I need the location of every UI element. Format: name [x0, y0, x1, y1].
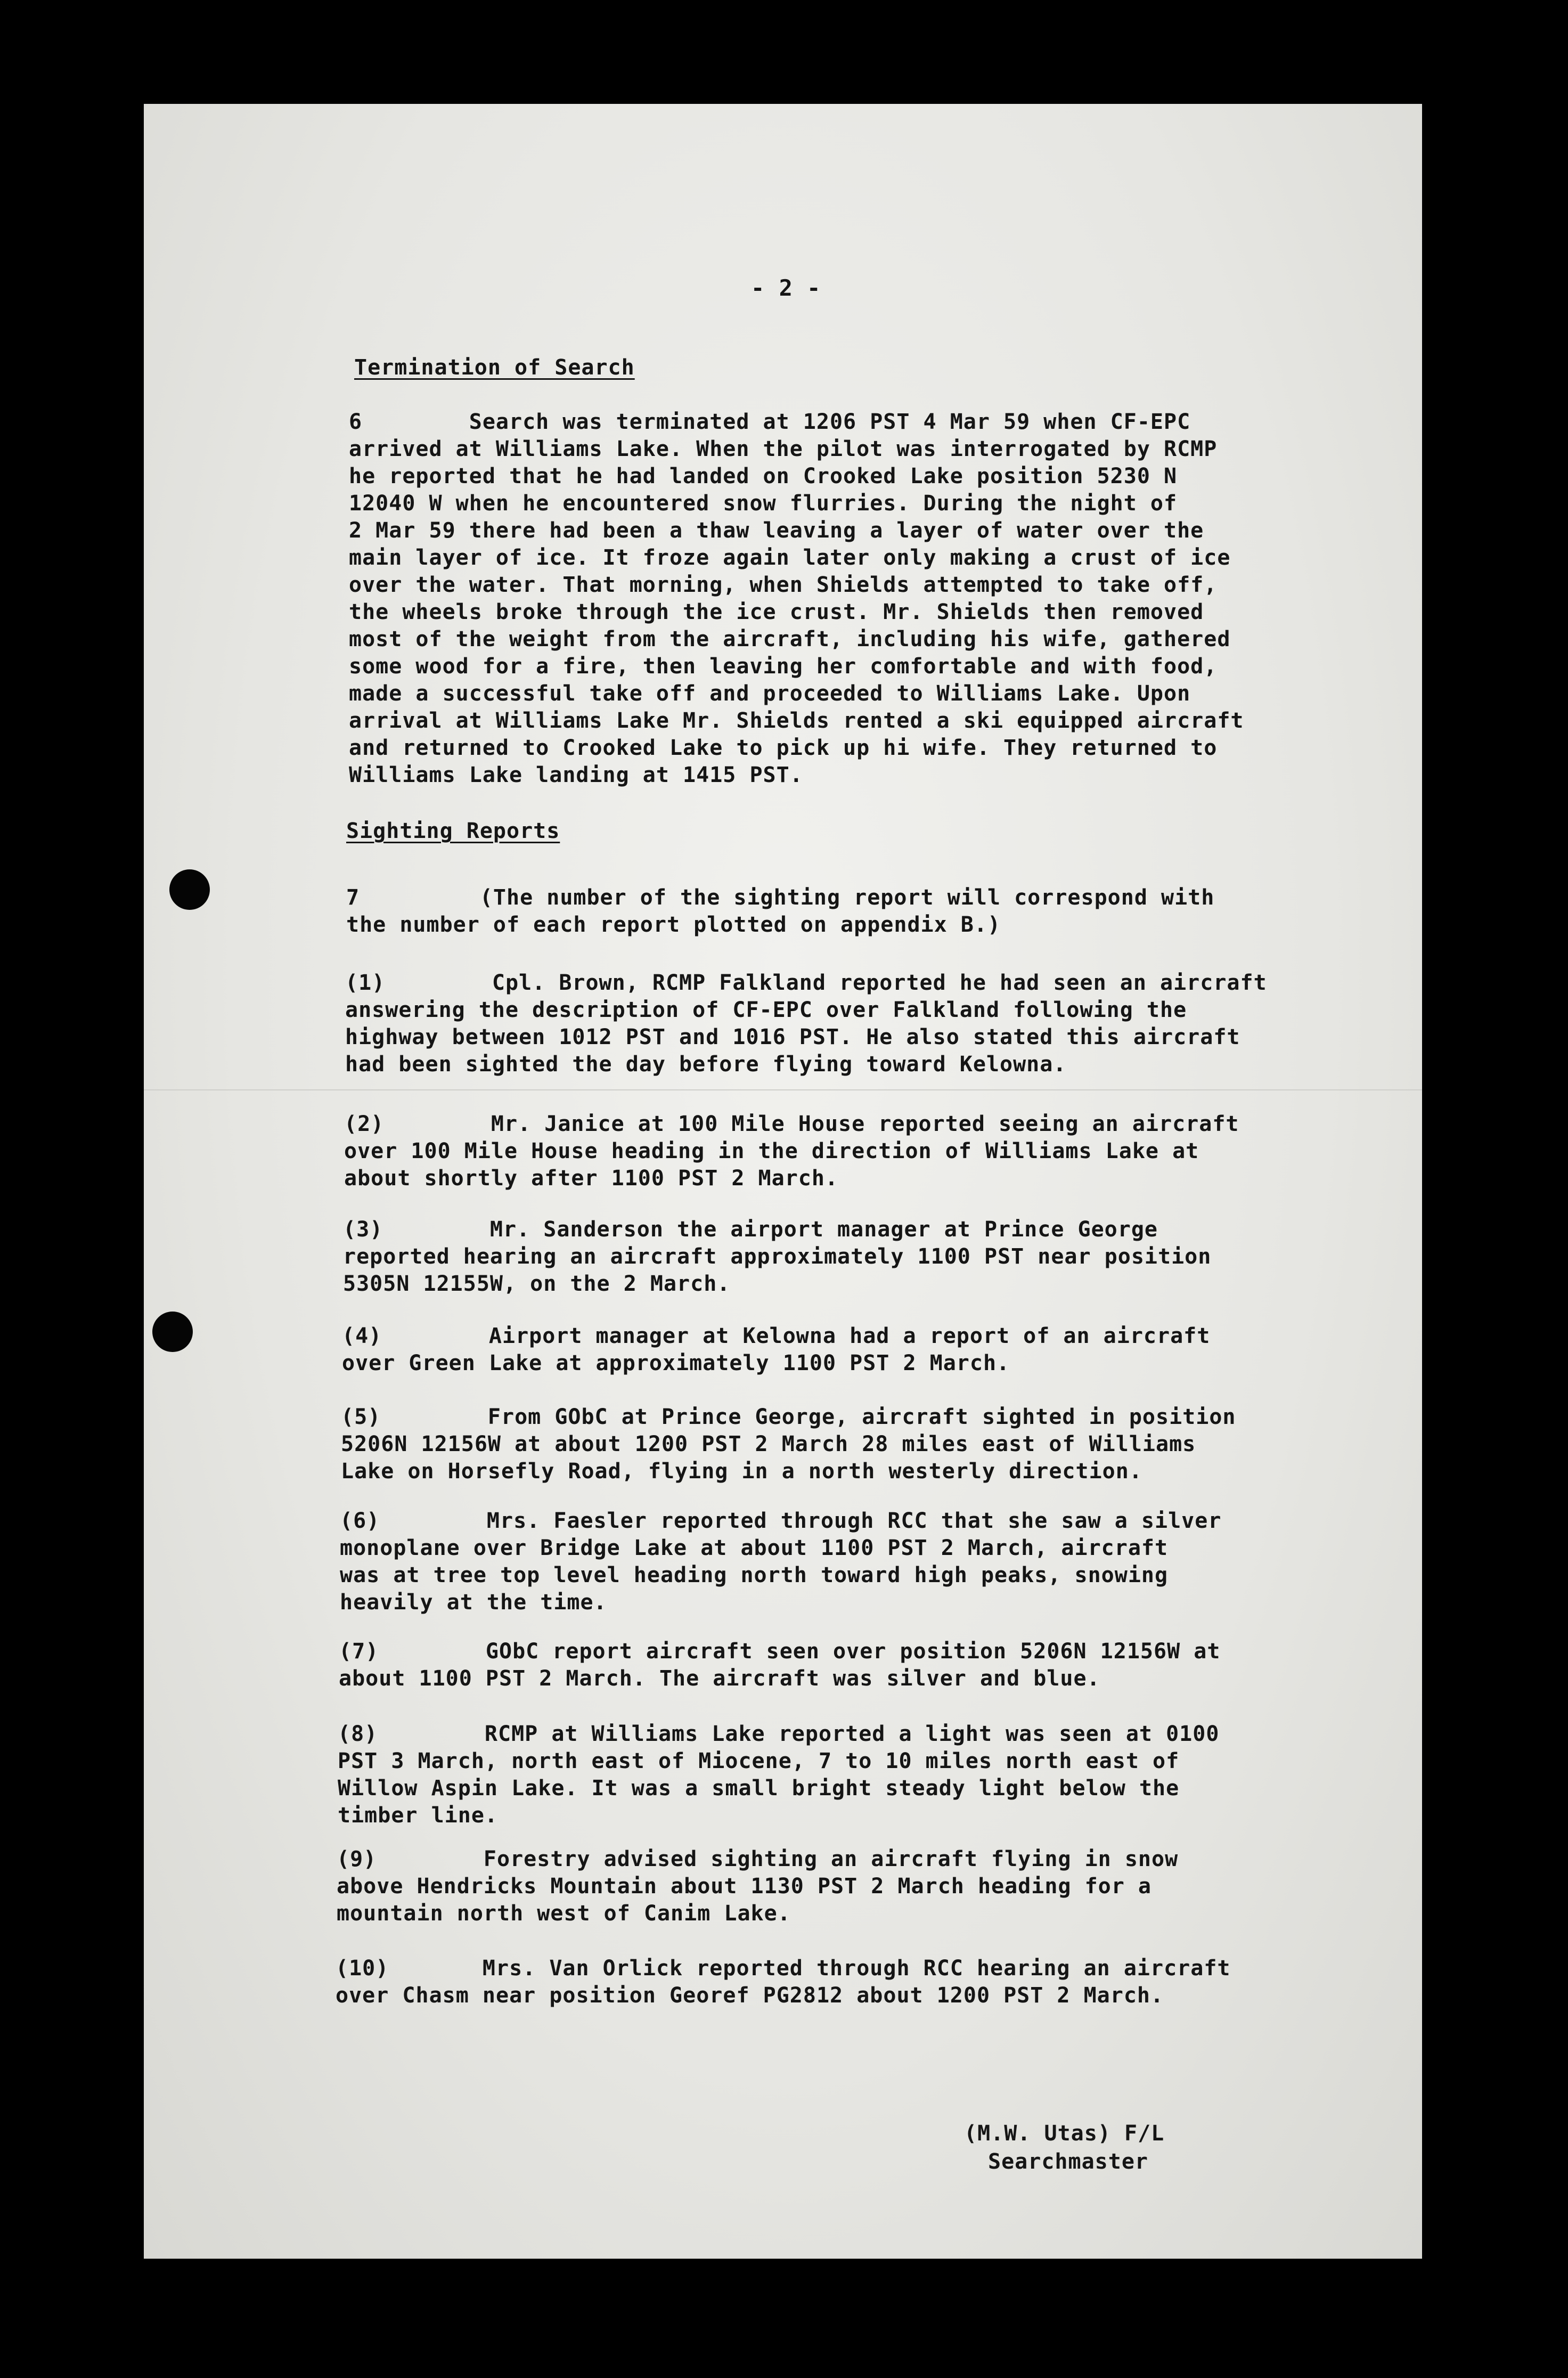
sighting-report-3	[343, 1216, 1211, 1298]
sighting-line: (6) Mrs. Faesler reported through RCC that she saw a silver	[340, 1509, 1222, 1533]
sighting-line: 5305N 12155W, on the 2 March.	[343, 1272, 731, 1296]
sighting-line: mountain north west of Canim Lake.	[337, 1901, 791, 1926]
sighting-line: Willow Aspin Lake. It was a small bright steady light below the	[338, 1776, 1180, 1801]
sighting-line: about 1100 PST 2 March. The aircraft was silver and blue.	[339, 1666, 1100, 1691]
sighting-line: monoplane over Bridge Lake at about 1100 PST 2 March, aircraft	[340, 1536, 1169, 1560]
termination-line: and returned to Crooked Lake to pick up hi wife. They returned to	[349, 736, 1218, 760]
sighting-line: highway between 1012 PST and 1016 PST. He also stated this aircraft	[345, 1025, 1240, 1049]
sighting-line: (8) RCMP at Williams Lake reported a light was seen at 0100	[338, 1722, 1220, 1746]
sighting-line: over 100 Mile House heading in the direction of Williams Lake at	[344, 1139, 1199, 1163]
termination-line: arrived at Williams Lake. When the pilot was interrogated by RCMP	[349, 437, 1218, 461]
termination-line: the wheels broke through the ice crust. Mr. Shields then removed	[349, 600, 1204, 624]
sighting-report-2	[344, 1111, 1239, 1192]
termination-line: main layer of ice. It froze again later only making a crust of ice	[349, 545, 1231, 570]
termination-paragraph	[349, 409, 1244, 789]
sighting-report-intro	[346, 884, 1214, 939]
sighting-line: 7 (The number of the sighting report will correspond with	[346, 885, 1215, 910]
sighting-line: 5206N 12156W at about 1200 PST 2 March 28 miles east of Williams	[341, 1432, 1196, 1456]
sighting-line: (10) Mrs. Van Orlick reported through RCC hearing an aircraft	[336, 1956, 1231, 1981]
sighting-line: Lake on Horsefly Road, flying in a north westerly direction.	[341, 1459, 1142, 1484]
termination-line: he reported that he had landed on Crooked Lake position 5230 N	[349, 464, 1178, 488]
termination-line: some wood for a fire, then leaving her comfortable and with food,	[349, 654, 1218, 679]
sighting-report-9	[337, 1846, 1178, 1927]
sighting-report-5	[341, 1404, 1236, 1485]
termination-line: arrival at Williams Lake Mr. Shields rented a ski equipped aircraft	[349, 708, 1244, 733]
sighting-report-1	[345, 970, 1267, 1078]
sighting-line: (4) Airport manager at Kelowna had a report of an aircraft	[342, 1324, 1211, 1348]
sighting-line: timber line.	[338, 1803, 498, 1828]
sighting-line: about shortly after 1100 PST 2 March.	[344, 1166, 839, 1191]
sighting-report-4	[342, 1323, 1210, 1377]
termination-line: over the water. That morning, when Shields attempted to take off,	[349, 573, 1218, 597]
sighting-line: over Chasm near position Georef PG2812 about 1200 PST 2 March.	[336, 1983, 1164, 2008]
sighting-line: (5) From GObC at Prince George, aircraft sighted in position	[341, 1405, 1236, 1429]
sighting-report-10	[336, 1955, 1231, 2009]
signature-name: (M.W. Utas) F/L	[964, 2121, 1165, 2146]
sighting-line: (9) Forestry advised sighting an aircraft flying in snow	[337, 1847, 1179, 1871]
sighting-line: above Hendricks Mountain about 1130 PST 2 March heading for a	[337, 1874, 1152, 1899]
sighting-line: PST 3 March, north east of Miocene, 7 to 10 miles north east of	[338, 1749, 1180, 1773]
sighting-line: was at tree top level heading north toward high peaks, snowing	[340, 1563, 1169, 1587]
sighting-line: (3) Mr. Sanderson the airport manager at Prince George	[343, 1217, 1158, 1242]
sighting-report-8	[338, 1721, 1219, 1829]
sighting-heading: Sighting Reports	[346, 819, 560, 843]
termination-heading: Termination of Search	[354, 355, 635, 380]
sighting-line: (1) Cpl. Brown, RCMP Falkland reported he had seen an aircraft	[345, 971, 1267, 995]
termination-line: most of the weight from the aircraft, including his wife, gathered	[349, 627, 1231, 651]
sighting-report-6	[340, 1508, 1221, 1616]
termination-line: made a successful take off and proceeded to Williams Lake. Upon	[349, 681, 1191, 706]
sighting-line: the number of each report plotted on appendix B.)	[346, 913, 1001, 937]
punch-hole	[169, 869, 210, 910]
sighting-line: (7) GObC report aircraft seen over position 5206N 12156W at	[339, 1639, 1221, 1664]
sighting-line: heavily at the time.	[340, 1590, 607, 1615]
page-number: - 2 -	[751, 275, 821, 301]
signature-title: Searchmaster	[988, 2149, 1148, 2174]
document-page	[144, 104, 1422, 2259]
termination-line: 2 Mar 59 there had been a thaw leaving a layer of water over the	[349, 518, 1204, 543]
page-fold-crease	[144, 1089, 1422, 1090]
sighting-line: answering the description of CF-EPC over Falkland following the	[345, 998, 1187, 1022]
sighting-line: (2) Mr. Janice at 100 Mile House reported seeing an aircraft	[344, 1112, 1239, 1136]
termination-line: 12040 W when he encountered snow flurries. During the night of	[349, 491, 1178, 516]
punch-hole	[152, 1312, 193, 1352]
sighting-line: over Green Lake at approximately 1100 PST 2 March.	[342, 1351, 1010, 1375]
sighting-report-7	[339, 1638, 1220, 1692]
termination-line: Williams Lake landing at 1415 PST.	[349, 763, 803, 787]
sighting-line: had been sighted the day before flying toward Kelowna.	[345, 1052, 1067, 1077]
termination-line: 6 Search was terminated at 1206 PST 4 Mar 59 when CF-EPC	[349, 410, 1191, 434]
sighting-line: reported hearing an aircraft approximately 1100 PST near position	[343, 1244, 1212, 1269]
